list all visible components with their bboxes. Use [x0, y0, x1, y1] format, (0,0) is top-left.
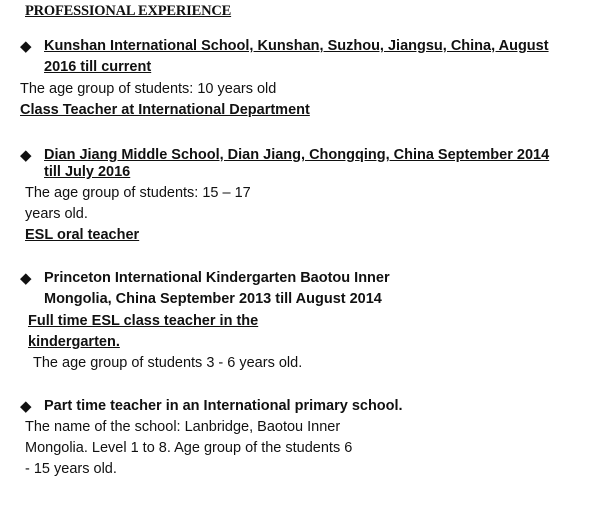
- entry-detail: The age group of students: 15 – 17: [25, 185, 251, 201]
- entry-detail: years old.: [25, 206, 88, 222]
- entry-detail: The name of the school: Lanbridge, Baotou Inner: [25, 419, 341, 435]
- entry-role: Class Teacher at International Department: [20, 102, 310, 118]
- entry-title-line: Part time teacher in an International primary school.: [44, 398, 403, 414]
- entry-detail: The age group of students: 10 years old: [20, 81, 277, 97]
- entry-title-line: Princeton International Kindergarten Baotou Inner: [44, 270, 390, 286]
- entry-title-line: 2016 till current: [44, 59, 152, 75]
- entry-detail: The age group of students 3 - 6 years old.: [33, 355, 303, 371]
- diamond-bullet-icon: ◆: [20, 38, 32, 55]
- entry-title-line: till July 2016: [44, 164, 131, 180]
- entry-detail: - 15 years old.: [25, 461, 117, 477]
- diamond-bullet-icon: ◆: [20, 147, 32, 164]
- entry-title-line: Mongolia, China September 2013 till August 2014: [44, 291, 382, 307]
- entry-title-line: Kunshan International School, Kunshan, Suzhou, Jiangsu, China, August: [44, 38, 549, 54]
- section-title: PROFESSIONAL EXPERIENCE: [25, 3, 232, 19]
- entry-role: ESL oral teacher: [25, 227, 140, 243]
- entry-role: Full time ESL class teacher in the: [28, 313, 259, 329]
- diamond-bullet-icon: ◆: [20, 270, 32, 287]
- entry-title-line: Dian Jiang Middle School, Dian Jiang, Chongqing, China September 2014: [44, 147, 550, 163]
- entry-detail: Mongolia. Level 1 to 8. Age group of the students 6: [25, 440, 353, 456]
- diamond-bullet-icon: ◆: [20, 398, 32, 415]
- entry-role: kindergarten.: [28, 334, 120, 350]
